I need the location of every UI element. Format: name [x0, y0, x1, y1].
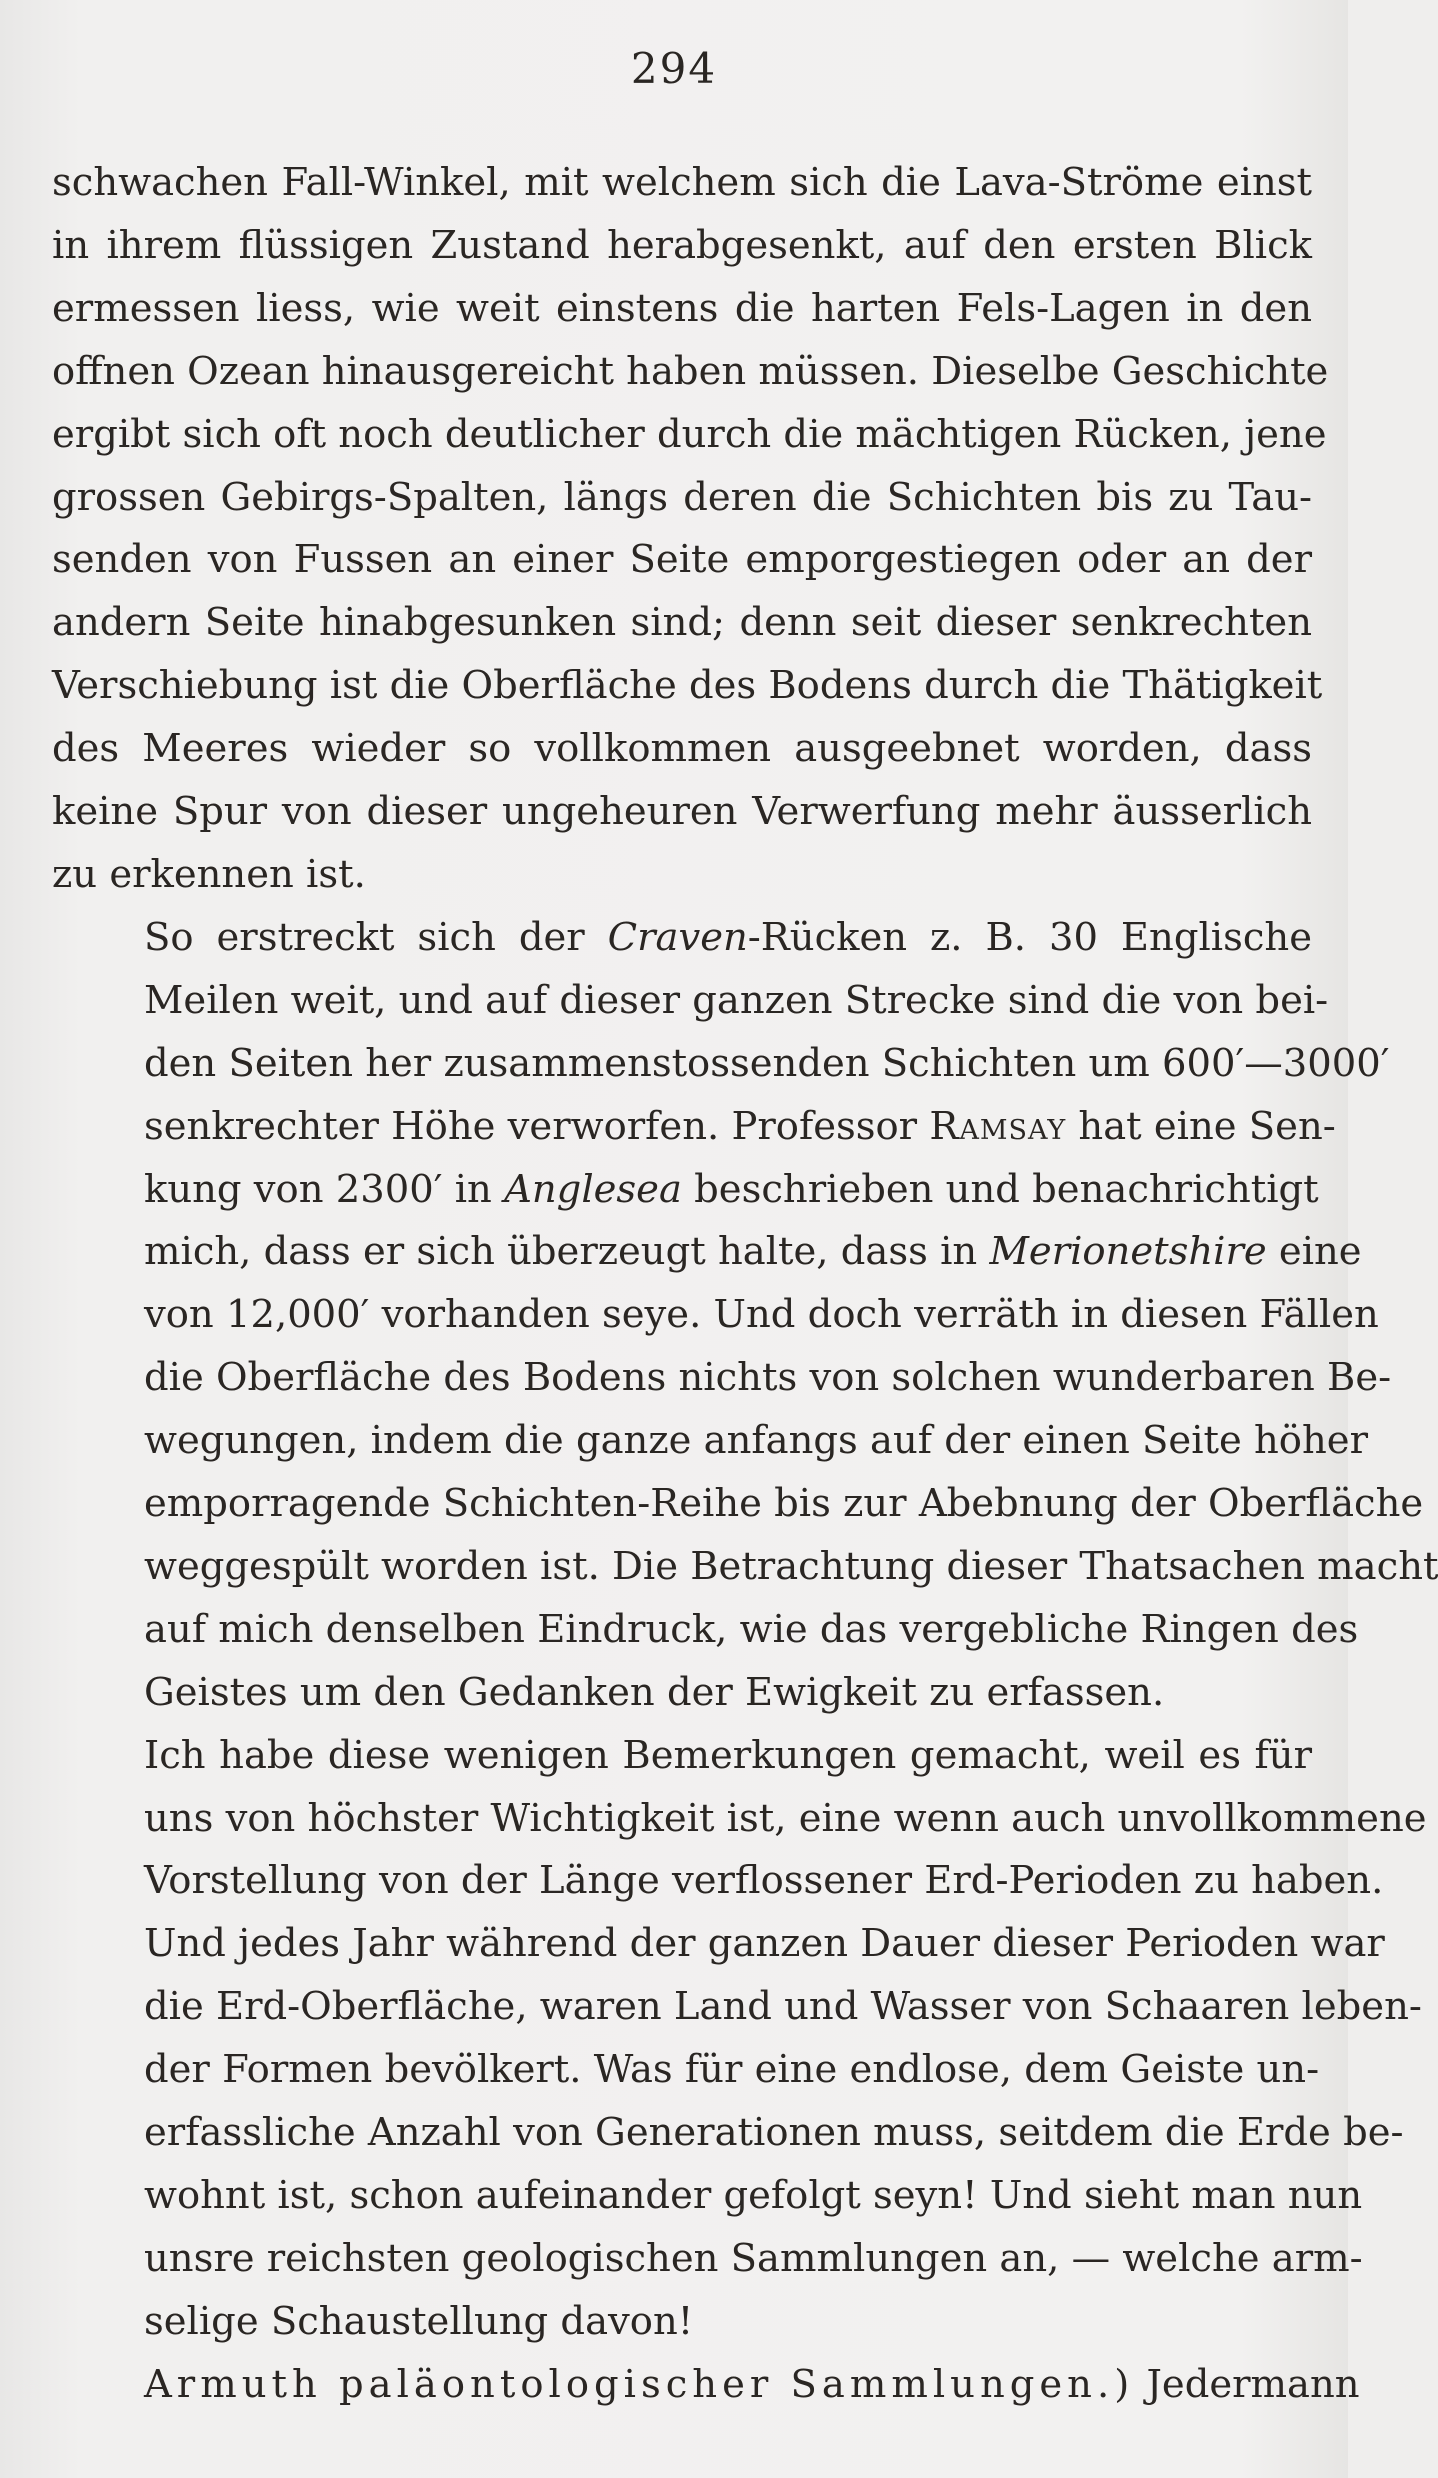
text-line [52, 2354, 1360, 2417]
text-line: die Erd-Oberfläche, waren Land und Wasser von Schaaren leben- [144, 1984, 1422, 2030]
text-line: erfassliche Anzahl von Generationen muss, seitdem die Erde be- [144, 2110, 1404, 2156]
text-line: So erstreckt sich der Craven-Rücken z. B. 30 Englische [144, 914, 1312, 960]
paragraph-2 [52, 907, 1438, 1725]
text-line: uns von höchster Wichtigkeit ist, eine wenn auch unvollkommene [144, 1795, 1427, 1841]
text-line: andern Seite hinabgesunken sind; denn seit dieser senkrechten [52, 600, 1312, 646]
text-line: grossen Gebirgs-Spalten, längs deren die Schichten bis zu Tau- [52, 474, 1312, 520]
text-line: in ihrem flüssigen Zustand herabgesenkt, auf den ersten Blick [52, 222, 1312, 268]
text-line: den Seiten her zusammenstossenden Schichten um 600′—3000′ [144, 1040, 1390, 1086]
text-line: Und jedes Jahr während der ganzen Dauer dieser Perioden war [144, 1921, 1385, 1967]
text-line: Ich habe diese wenigen Bemerkungen gemacht, weil es für [144, 1732, 1312, 1778]
text-line: des Meeres wieder so vollkommen ausgeebnet worden, dass [52, 726, 1312, 772]
text-line: kung von 2300′ in Anglesea beschrieben und benachrichtigt [144, 1166, 1319, 1212]
text-line: weggespült worden ist. Die Betrachtung dieser Thatsachen macht [144, 1543, 1438, 1589]
text-line: von 12,000′ vorhanden seye. Und doch verräth in diesen Fällen [144, 1292, 1379, 1338]
text-line: wohnt ist, schon aufeinander gefolgt seyn! Und sieht man nun [144, 2173, 1363, 2218]
paragraph-1 [52, 152, 1329, 907]
paragraph-3 [52, 1725, 1427, 2354]
text-line: unsre reichsten geologischen Sammlungen an, — welche arm- [144, 2235, 1363, 2281]
small-caps-name: Ramsay [929, 1103, 1067, 1149]
text-line: Vorstellung von der Länge verflossener Erd-Perioden zu haben. [144, 1858, 1384, 1904]
text-line: keine Spur von dieser ungeheuren Verwerfung mehr äusserlich [52, 789, 1312, 835]
text-line: selige Schaustellung davon! [144, 2298, 694, 2344]
text-line: senkrechter Höhe verworfen. Professor Ramsay hat eine Sen- [144, 1103, 1336, 1149]
text-line: senden von Fussen an einer Seite emporgestiegen oder an der [52, 537, 1312, 583]
text-line: zu erkennen ist. [52, 851, 366, 897]
page-number: 294 [630, 44, 718, 93]
text-line: Geistes um den Gedanken der Ewigkeit zu erfassen. [144, 1669, 1165, 1715]
text-line: schwachen Fall-Winkel, mit welchem sich die Lava-Ströme einst [52, 160, 1312, 205]
text-line: emporragende Schichten-Reihe bis zur Abebnung der Oberfläche [144, 1481, 1424, 1527]
italic-term: Anglesea [504, 1166, 682, 1212]
text-line: ermessen liess, wie weit einstens die harten Fels-Lagen in den [52, 285, 1312, 331]
body-text [52, 152, 1438, 2417]
text-line: der Formen bevölkert. Was für eine endlose, dem Geiste un- [144, 2047, 1320, 2093]
text-line: mich, dass er sich überzeugt halte, dass in Merionetshire eine [144, 1229, 1362, 1275]
paragraph-4 [52, 2354, 1360, 2417]
text-line: die Oberfläche des Bodens nichts von solchen wunderbaren Be- [144, 1355, 1392, 1401]
italic-term: Craven [607, 914, 748, 960]
text-line: offnen Ozean hinausgereicht haben müssen. Dieselbe Geschichte [52, 348, 1329, 394]
section-heading: Armuth paläontologischer Sammlungen.) [144, 2361, 1135, 2407]
text-line: auf mich denselben Eindruck, wie das vergebliche Ringen des [144, 1606, 1359, 1652]
text-line: wegungen, indem die ganze anfangs auf der einen Seite höher [144, 1418, 1368, 1464]
text-line: Meilen weit, und auf dieser ganzen Strecke sind die von bei- [144, 977, 1329, 1023]
text-line: ergibt sich oft noch deutlicher durch die mächtigen Rücken, jene [52, 411, 1327, 457]
paragraph-start: Jedermann [1146, 2361, 1360, 2407]
italic-term: Merionetshire [989, 1229, 1267, 1275]
text-line: Verschiebung ist die Oberfläche des Bodens durch die Thätigkeit [52, 663, 1323, 709]
